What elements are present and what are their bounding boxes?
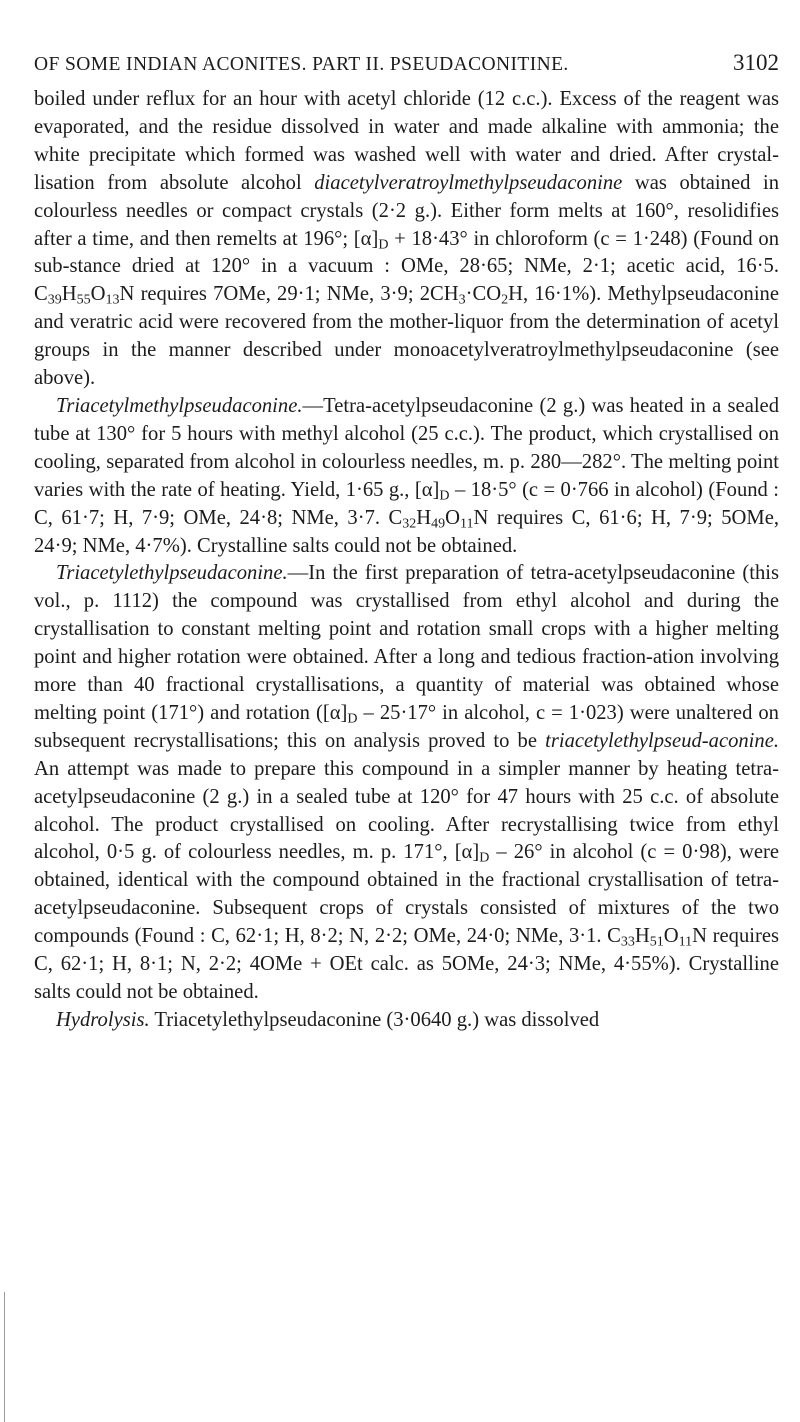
italic-term: diacetylveratroylmethylpseudaconine bbox=[314, 171, 623, 194]
subscript: 39 bbox=[47, 292, 62, 308]
text-run: boiled under reflux for an hour with acetyl chloride (12 c.c.). Excess of the reagent was evaporated, and the residue dissolved in water and made alkaline with ammonia; the white precipitate which formed was washed well with water and dried. After crystal-lisation from absolute alcohol bbox=[34, 88, 779, 194]
subscript: 49 bbox=[431, 516, 446, 532]
subscript: 51 bbox=[649, 934, 664, 950]
paragraph bbox=[34, 86, 779, 393]
paragraph bbox=[34, 560, 779, 1007]
text-run: H bbox=[634, 925, 650, 948]
subscript: 55 bbox=[76, 292, 91, 308]
subscript: 2 bbox=[501, 292, 509, 308]
subscript: D bbox=[347, 711, 358, 727]
margin-rule bbox=[4, 1292, 5, 1422]
text-run: + 18·43° in chloroform (c = 1·248) (Found on sub-stance dried at 120° in a vacuum : OMe, 28·65; NMe, 2·1; acetic acid, 16·5. C bbox=[34, 227, 779, 306]
text-run: An attempt was made to prepare this compound in a simpler manner by heating tetra-acetylpseudaconine (2 g.) in a sealed tube at 120° for 47 hours with 25 c.c. of absolute alcohol. The product crystallised on cooling. After recrystallising twice from ethyl alcohol, 0·5 g. of colourless needles, m. p. 171°, [α] bbox=[34, 757, 779, 864]
subscript: 13 bbox=[105, 292, 120, 308]
italic-term: Hydrolysis. bbox=[56, 1008, 150, 1031]
text-run: – 25·17° in alcohol, c = 1·023) were unaltered on subsequent recrystallisations; this on analysis proved to be bbox=[34, 701, 779, 752]
text-run: H, 16·1%). Methylpseudaconine and veratric acid were recovered from the mother-liquor from the determination of acetyl groups in the manner described under monoacetylveratroylmethylpseudaconine (see above). bbox=[34, 283, 779, 390]
italic-term: Triacetylmethylpseudaconine. bbox=[56, 394, 303, 417]
subscript: 33 bbox=[620, 934, 635, 950]
text-run: O bbox=[663, 925, 679, 948]
text-run: ·CO bbox=[465, 283, 502, 306]
text-run: – 18·5° (c = 0·766 in alcohol) (Found : C, 61·7; H, 7·9; OMe, 24·8; NMe, 3·7. C bbox=[34, 478, 779, 529]
text-run: O bbox=[90, 283, 106, 306]
text-run: H bbox=[61, 283, 77, 306]
subscript: D bbox=[378, 237, 389, 253]
paragraph bbox=[34, 393, 779, 560]
running-title: OF SOME INDIAN ACONITES. PART II. PSEUDACONITINE. bbox=[34, 54, 569, 75]
italic-term: triacetylethylpseud-aconine. bbox=[545, 729, 779, 752]
text-run: Triacetylethylpseudaconine (3·0640 g.) was dissolved bbox=[149, 1008, 600, 1031]
paragraph bbox=[34, 1007, 779, 1035]
text-run: – 26° in alcohol (c = 0·98), were obtained, identical with the compound obtained in the fractional crystallisation of tetra-acetylpseudaconine. Subsequent crops of crystals consisted of mixtures of the two compounds (Found : C, 62·1; H, 8·2; N, 2·2; OMe, 24·0; NMe, 3·1. C bbox=[34, 841, 779, 948]
subscript: 3 bbox=[458, 292, 466, 308]
running-header bbox=[34, 0, 779, 80]
text-run: —Tetra-acetylpseudaconine (2 g.) was heated in a sealed tube at 130° for 5 hours with methyl alcohol (25 c.c.). The product, which crystallised on cooling, separated from alcohol in colourless needles, m. p. 280—282°. The melting point varies with the rate of heating. Yield, 1·65 g., [α] bbox=[34, 394, 779, 501]
text-run: was obtained in colourless needles or compact crystals (2·2 g.). Either form melts at 160°, resolidifies after a time, and then remelts at 196°; [α] bbox=[34, 171, 779, 250]
page-number: 3102 bbox=[733, 50, 779, 75]
body-text bbox=[34, 86, 779, 1035]
subscript: 32 bbox=[402, 516, 417, 532]
subscript: D bbox=[479, 850, 490, 866]
subscript: 11 bbox=[678, 934, 693, 950]
subscript: D bbox=[439, 488, 450, 504]
text-run: —In the first preparation of tetra-acetylpseudaconine (this vol., p. 1112) the compound was crystallised from ethyl alcohol and during the crystallisation to constant melting point and rotation small crops with a higher melting point and higher rotation were obtained. After a long and tedious fraction-ation involving more than 40 fractional crystallisations, a quantity of material was obtained whose melting point (171°) and rotation ([α] bbox=[34, 562, 779, 724]
subscript: 11 bbox=[460, 516, 474, 532]
italic-term: Triacetylethylpseudaconine. bbox=[56, 562, 288, 585]
text-run: N requires C, 62·1; H, 8·1; N, 2·2; 4OMe + OEt calc. as 5OMe, 24·3; NMe, 4·55%). Crystalline salts could not be obtained. bbox=[34, 925, 779, 1003]
text-run: H bbox=[416, 506, 432, 529]
text-run: N requires C, 61·6; H, 7·9; 5OMe, 24·9; NMe, 4·7%). Crystalline salts could not be obtained. bbox=[34, 506, 779, 557]
text-run: N requires 7OMe, 29·1; NMe, 3·9; 2CH bbox=[119, 283, 459, 306]
text-run: O bbox=[445, 506, 461, 529]
